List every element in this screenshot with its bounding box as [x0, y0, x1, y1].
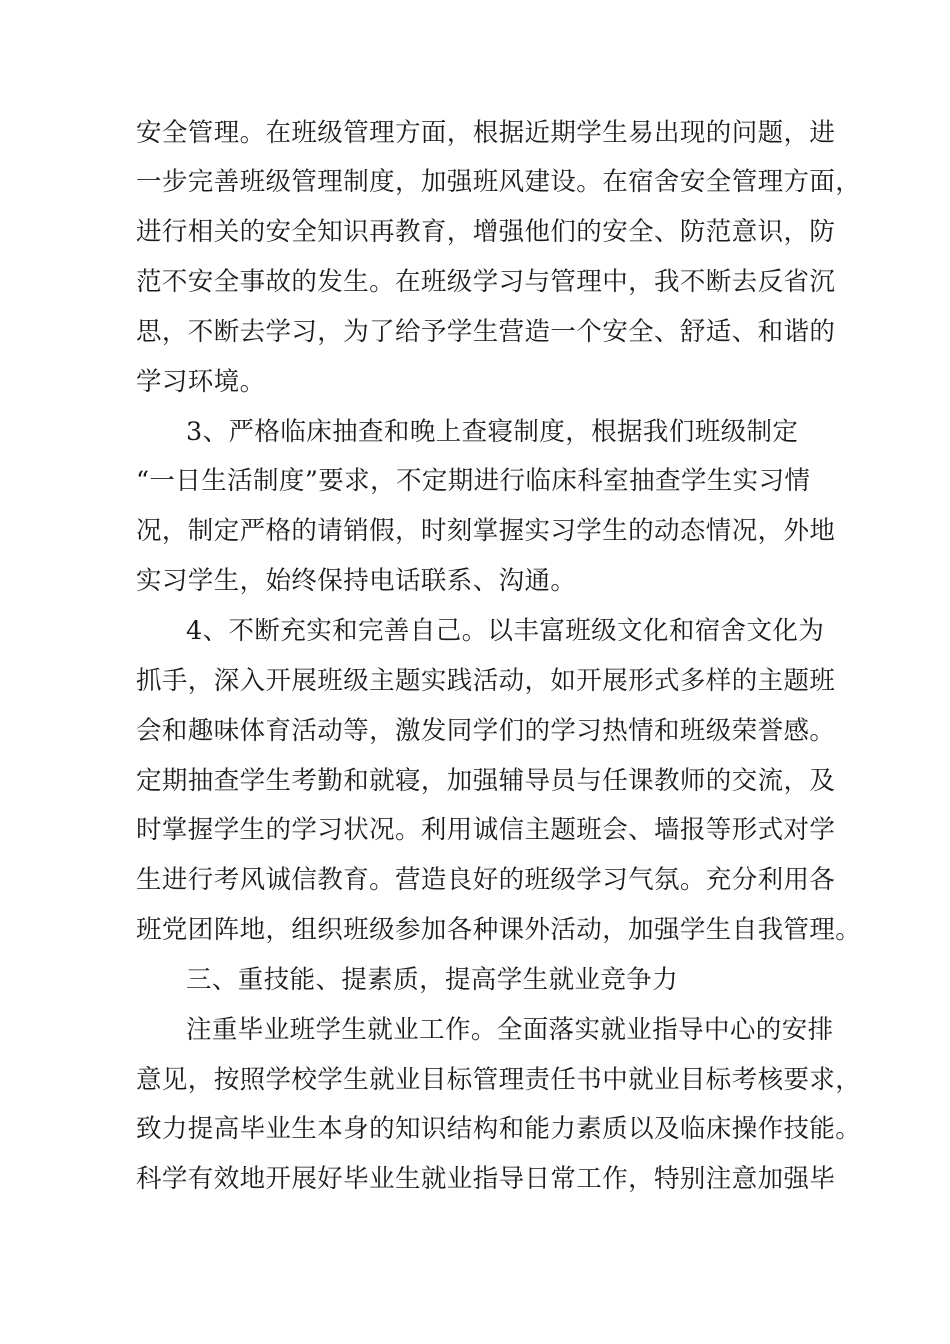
text-line [0, 461, 950, 501]
text-line [0, 1010, 950, 1050]
text-line-content: 生进行考风诚信教育。营造良好的班级学习气氛。充分利用各 [136, 865, 836, 895]
text-line [0, 711, 950, 751]
text-line-content: “一日生活制度”要求，不定期进行临床科室抽查学生实习情 [136, 466, 811, 496]
text-line-content: 抓手，深入开展班级主题实践活动，如开展形式多样的主题班 [136, 666, 836, 696]
text-line [0, 810, 950, 850]
text-line [0, 661, 950, 701]
text-line [0, 1060, 950, 1100]
text-line-content: 安全管理。在班级管理方面，根据近期学生易出现的问题，进 [136, 118, 836, 148]
text-line-content: 学习环境。 [136, 367, 266, 397]
text-line [0, 262, 950, 302]
text-line-content: 致力提高毕业生本身的知识结构和能力素质以及临床操作技能。 [136, 1114, 862, 1144]
text-line-content: 进行相关的安全知识再教育，增强他们的安全、防范意识，防 [136, 217, 836, 247]
text-line [0, 860, 950, 900]
text-line [0, 162, 950, 202]
text-line [0, 312, 950, 352]
text-line-content: 实习学生，始终保持电话联系、沟通。 [136, 566, 577, 596]
section-heading [0, 960, 950, 1000]
text-line [0, 910, 950, 950]
text-line-content: 思，不断去学习，为了给予学生营造一个安全、舒适、和谐的 [136, 317, 836, 347]
text-line-content: 一步完善班级管理制度，加强班风建设。在宿舍安全管理方面， [136, 167, 862, 197]
text-line-content: 4、不断充实和完善自己。以丰富班级文化和宿舍文化为 [186, 616, 825, 646]
text-line-content: 时掌握学生的学习状况。利用诚信主题班会、墙报等形式对学 [136, 815, 836, 845]
text-line [0, 1109, 950, 1149]
text-line-content: 三、重技能、提素质，提高学生就业竞争力 [186, 965, 679, 995]
text-line-content: 3、严格临床抽查和晚上查寝制度，根据我们班级制定 [186, 417, 799, 447]
text-line-content: 注重毕业班学生就业工作。全面落实就业指导中心的安排 [186, 1015, 834, 1045]
text-line-content: 班党团阵地，组织班级参加各种课外活动，加强学生自我管理。 [136, 915, 862, 945]
text-line [0, 511, 950, 551]
text-line-content: 况，制定严格的请销假，时刻掌握实习学生的动态情况，外地 [136, 516, 836, 546]
text-line-content: 会和趣味体育活动等，激发同学们的学习热情和班级荣誉感。 [136, 716, 836, 746]
text-line-content: 定期抽查学生考勤和就寝，加强辅导员与任课教师的交流，及 [136, 766, 836, 796]
text-line-content: 意见，按照学校学生就业目标管理责任书中就业目标考核要求， [136, 1065, 862, 1095]
text-line [0, 412, 950, 452]
text-line [0, 113, 950, 153]
text-line [0, 212, 950, 252]
text-line-content: 科学有效地开展好毕业生就业指导日常工作，特别注意加强毕 [136, 1164, 836, 1194]
text-line-content: 范不安全事故的发生。在班级学习与管理中，我不断去反省沉 [136, 267, 836, 297]
text-line [0, 1159, 950, 1199]
text-line [0, 561, 950, 601]
text-line [0, 611, 950, 651]
text-line [0, 761, 950, 801]
text-line [0, 362, 950, 402]
